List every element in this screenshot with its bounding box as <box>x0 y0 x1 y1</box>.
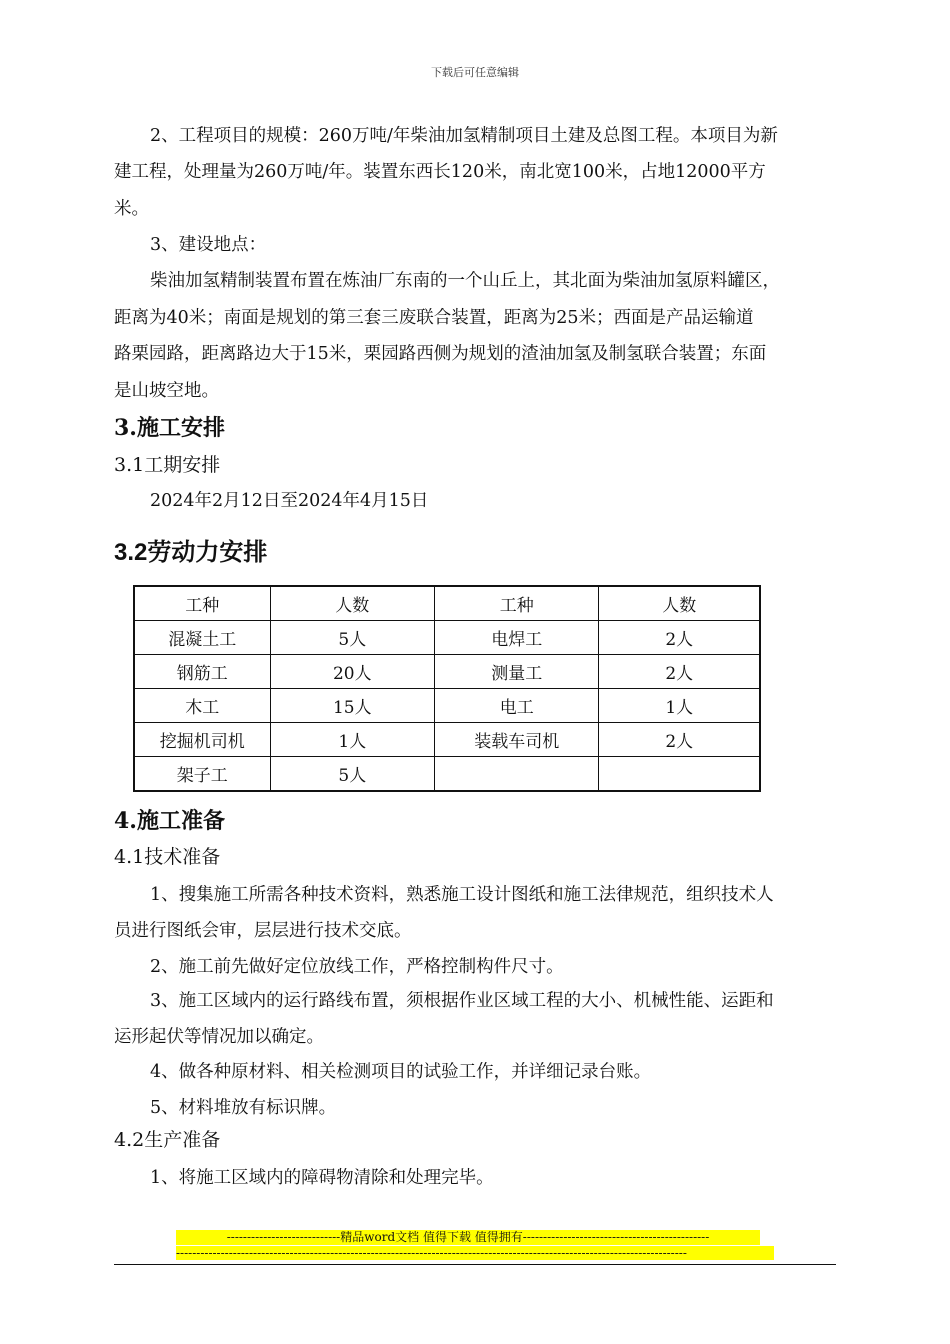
section-4-title: 4.施工准备 <box>114 808 225 834</box>
tech-item-1-line-2: 员进行图纸会审，层层进行技术交底。 <box>114 921 412 941</box>
table-header-row <box>134 586 760 621</box>
table-cell: 2人 <box>599 621 760 655</box>
table-row <box>134 757 760 792</box>
table-cell: 挖掘机司机 <box>134 723 270 757</box>
footer-divider <box>114 1264 836 1265</box>
section-4-1-title: 4.1技术准备 <box>114 846 221 868</box>
scope-paragraph-line-2: 建工程，处理量为260万吨/年。装置东西长120米，南北宽100米，占地12000平方 <box>114 162 766 182</box>
table-row <box>134 723 760 757</box>
table-cell: 架子工 <box>134 757 270 792</box>
tech-item-5: 5、材料堆放有标识牌。 <box>150 1098 337 1118</box>
tech-item-2: 2、施工前先做好定位放线工作，严格控制构件尺寸。 <box>150 957 564 977</box>
table-cell: 木工 <box>134 689 270 723</box>
header-note: 下载后可任意编辑 <box>431 66 519 79</box>
table-cell: 电焊工 <box>435 621 599 655</box>
section-3-1-title: 3.1工期安排 <box>114 454 221 476</box>
tech-item-4: 4、做各种原材料、相关检测项目的试验工作，并详细记录台账。 <box>150 1062 652 1082</box>
table-cell: 2人 <box>599 655 760 689</box>
table-cell: 20人 <box>270 655 434 689</box>
table-cell: 钢筋工 <box>134 655 270 689</box>
table-cell <box>599 757 760 792</box>
location-paragraph-line-1: 柴油加氢精制装置布置在炼油厂东南的一个山丘上，其北面为柴油加氢原料罐区， <box>150 271 780 291</box>
footer-banner-line-2: ------------------------------------------------------------------------------------------------------------------------------ <box>176 1246 774 1260</box>
table-cell: 15人 <box>270 689 434 723</box>
table-row <box>134 689 760 723</box>
table-cell <box>435 757 599 792</box>
scope-paragraph-line-3: 米。 <box>114 199 149 219</box>
tech-item-3-line-1: 3、施工区域内的运行路线布置，须根据作业区域工程的大小、机械性能、运距和 <box>150 991 774 1011</box>
production-item-1: 1、将施工区域内的障碍物清除和处理完毕。 <box>150 1168 494 1188</box>
section-3-2-title: 3.2劳动力安排 <box>114 539 268 566</box>
labor-table <box>133 585 761 792</box>
header-cell-trade: 工种 <box>435 586 599 621</box>
section-3-title: 3.施工安排 <box>114 415 225 441</box>
schedule-period: 2024年2月12日至2024年4月15日 <box>150 491 429 511</box>
location-paragraph-line-4: 是山坡空地。 <box>114 381 219 401</box>
table-cell: 2人 <box>599 723 760 757</box>
header-cell-trade: 工种 <box>134 586 270 621</box>
scope-paragraph-line-1: 2、工程项目的规模：260万吨/年柴油加氢精制项目土建及总图工程。本项目为新 <box>150 126 778 146</box>
table-cell: 5人 <box>270 757 434 792</box>
table-cell: 测量工 <box>435 655 599 689</box>
location-paragraph-line-2: 距离为40米；南面是规划的第三套三废联合装置，距离为25米；西面是产品运输道 <box>114 308 754 328</box>
tech-item-3-line-2: 运形起伏等情况加以确定。 <box>114 1027 324 1047</box>
header-cell-count: 人数 <box>599 586 760 621</box>
table-cell: 5人 <box>270 621 434 655</box>
table-cell: 混凝土工 <box>134 621 270 655</box>
table-cell: 电工 <box>435 689 599 723</box>
table-cell: 1人 <box>270 723 434 757</box>
table-cell: 1人 <box>599 689 760 723</box>
location-paragraph-line-3: 路栗园路，距离路边大于15米，栗园路西侧为规划的渣油加氢及制氢联合装置；东面 <box>114 344 767 364</box>
table-row <box>134 655 760 689</box>
header-cell-count: 人数 <box>270 586 434 621</box>
footer-banner-line-1: ----------------------------精品word文档 值得下载 值得拥有---------------------------------------------- <box>176 1230 760 1245</box>
table-row <box>134 621 760 655</box>
tech-item-1-line-1: 1、搜集施工所需各种技术资料，熟悉施工设计图纸和施工法律规范，组织技术人 <box>150 885 774 905</box>
location-heading: 3、建设地点： <box>150 235 267 255</box>
section-4-2-title: 4.2生产准备 <box>114 1129 221 1151</box>
table-cell: 装载车司机 <box>435 723 599 757</box>
